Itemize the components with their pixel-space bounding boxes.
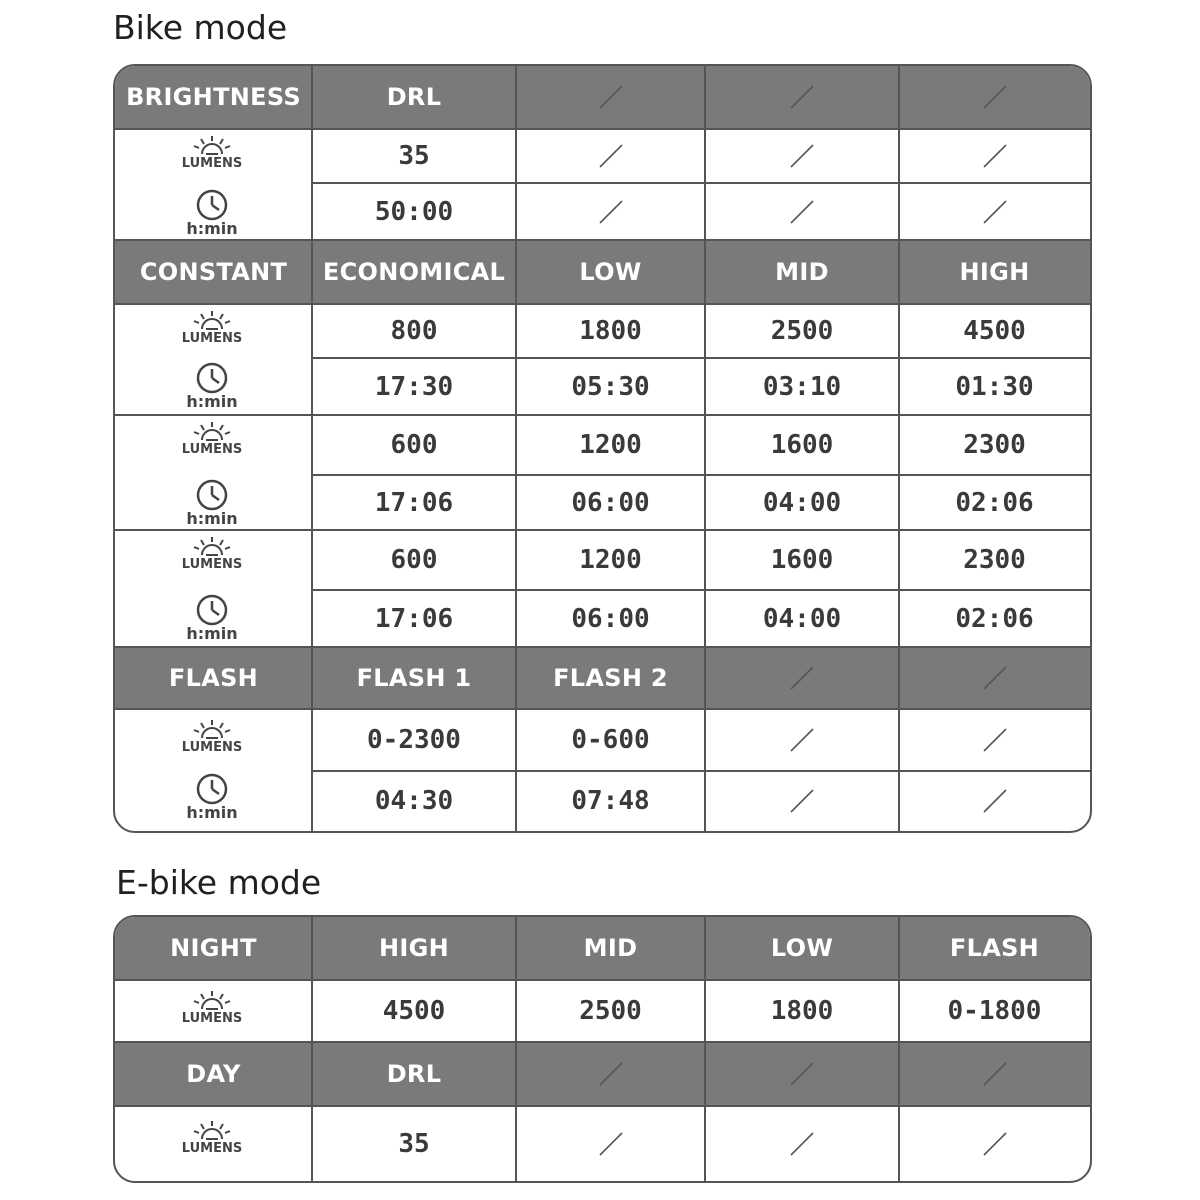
not-applicable-slash xyxy=(596,1059,626,1089)
lumens-value: 0-600 xyxy=(571,725,650,755)
ebike-mode-table xyxy=(113,915,1092,1183)
not-applicable-slash xyxy=(980,1059,1010,1089)
lumens-value: 4500 xyxy=(382,996,446,1026)
runtime-value: 06:00 xyxy=(571,603,650,634)
not-applicable-slash xyxy=(596,141,626,171)
mode-header: DAY xyxy=(115,1043,312,1105)
lumens-value: 800 xyxy=(390,316,438,346)
column-header: FLASH 2 xyxy=(516,648,705,708)
mode-header: BRIGHTNESS xyxy=(115,66,312,128)
runtime-value: 02:06 xyxy=(955,603,1034,634)
column-header: ECONOMICAL xyxy=(312,241,516,303)
lumens-value: 1800 xyxy=(579,316,642,346)
column-header: HIGH xyxy=(899,241,1090,303)
lumens-value: 1200 xyxy=(579,430,642,460)
lumens-value: 4500 xyxy=(963,316,1026,346)
runtime-value: 17:30 xyxy=(374,371,454,402)
column-header: FLASH 1 xyxy=(312,648,516,708)
runtime-value: 04:30 xyxy=(374,785,454,816)
clock-icon xyxy=(177,593,247,645)
column-divider xyxy=(311,917,313,1181)
lumens-icon xyxy=(177,989,247,1033)
column-header: DRL xyxy=(312,66,516,128)
lumens-label: LUMENS xyxy=(181,1141,243,1156)
column-divider xyxy=(311,66,313,831)
lumens-label: LUMENS xyxy=(181,557,243,572)
runtime-value: 02:06 xyxy=(955,487,1034,518)
lumens-icon xyxy=(177,134,247,178)
column-divider xyxy=(898,917,900,1181)
column-header: LOW xyxy=(705,917,899,979)
lumens-value: 35 xyxy=(398,1129,430,1159)
clock-icon xyxy=(177,361,247,413)
column-divider xyxy=(515,66,517,831)
lumens-icon xyxy=(177,309,247,353)
lumens-label: LUMENS xyxy=(181,740,243,755)
not-applicable-slash xyxy=(787,82,817,112)
mode-header: NIGHT xyxy=(115,917,312,979)
column-divider xyxy=(898,66,900,831)
not-applicable-slash xyxy=(596,197,626,227)
lumens-icon xyxy=(177,1119,247,1163)
lumens-value: 600 xyxy=(390,430,438,460)
not-applicable-slash xyxy=(787,141,817,171)
not-applicable-slash xyxy=(980,82,1010,112)
lumens-label: LUMENS xyxy=(181,156,243,171)
lumens-value: 2300 xyxy=(963,430,1026,460)
lumens-icon xyxy=(177,420,247,464)
runtime-value: 04:00 xyxy=(762,603,842,634)
not-applicable-slash xyxy=(787,1059,817,1089)
not-applicable-slash xyxy=(980,141,1010,171)
column-header: HIGH xyxy=(312,917,516,979)
not-applicable-slash xyxy=(787,663,817,693)
runtime-value: 01:30 xyxy=(955,371,1034,402)
runtime-value: 17:06 xyxy=(374,487,454,518)
lumens-value: 600 xyxy=(390,545,438,575)
not-applicable-slash xyxy=(596,82,626,112)
lumens-icon xyxy=(177,718,247,762)
time-label: h:min xyxy=(186,624,238,643)
lumens-label: LUMENS xyxy=(181,442,243,457)
not-applicable-slash xyxy=(596,1129,626,1159)
ebike-mode-title: E-bike mode xyxy=(116,863,322,902)
lumens-label: LUMENS xyxy=(181,1011,243,1026)
runtime-value: 50:00 xyxy=(374,196,454,227)
column-divider xyxy=(704,66,706,831)
column-header: LOW xyxy=(516,241,705,303)
not-applicable-slash xyxy=(787,197,817,227)
runtime-value: 17:06 xyxy=(374,603,454,634)
column-header: MID xyxy=(705,241,899,303)
runtime-value: 06:00 xyxy=(571,487,650,518)
runtime-value: 04:00 xyxy=(762,487,842,518)
clock-icon xyxy=(177,772,247,824)
lumens-value: 1600 xyxy=(770,430,834,460)
time-label: h:min xyxy=(186,392,238,411)
not-applicable-slash xyxy=(980,197,1010,227)
lumens-value: 2500 xyxy=(579,996,642,1026)
not-applicable-slash xyxy=(980,1129,1010,1159)
not-applicable-slash xyxy=(787,1129,817,1159)
column-divider xyxy=(515,917,517,1181)
clock-icon xyxy=(177,188,247,240)
column-divider xyxy=(704,917,706,1181)
lumens-value: 0-2300 xyxy=(367,725,461,755)
lumens-value: 2500 xyxy=(770,316,834,346)
lumens-value: 1200 xyxy=(579,545,642,575)
lumens-value: 1800 xyxy=(770,996,834,1026)
not-applicable-slash xyxy=(980,786,1010,816)
runtime-value: 07:48 xyxy=(571,785,650,816)
mode-header: FLASH xyxy=(115,648,312,708)
not-applicable-slash xyxy=(980,663,1010,693)
lumens-value: 35 xyxy=(398,141,430,171)
column-header: MID xyxy=(516,917,705,979)
bike-mode-title: Bike mode xyxy=(113,8,288,47)
clock-icon xyxy=(177,478,247,530)
time-label: h:min xyxy=(186,219,238,238)
mode-header: CONSTANT xyxy=(115,241,312,303)
lumens-value: 1600 xyxy=(770,545,834,575)
not-applicable-slash xyxy=(787,786,817,816)
not-applicable-slash xyxy=(980,725,1010,755)
lumens-value: 0-1800 xyxy=(947,996,1042,1026)
runtime-value: 03:10 xyxy=(762,371,842,402)
bike-mode-table xyxy=(113,64,1092,833)
column-header: DRL xyxy=(312,1043,516,1105)
column-header: FLASH xyxy=(899,917,1090,979)
not-applicable-slash xyxy=(787,725,817,755)
time-label: h:min xyxy=(186,803,238,822)
lumens-label: LUMENS xyxy=(181,331,243,346)
runtime-value: 05:30 xyxy=(571,371,650,402)
time-label: h:min xyxy=(186,509,238,528)
lumens-value: 2300 xyxy=(963,545,1026,575)
lumens-icon xyxy=(177,535,247,579)
